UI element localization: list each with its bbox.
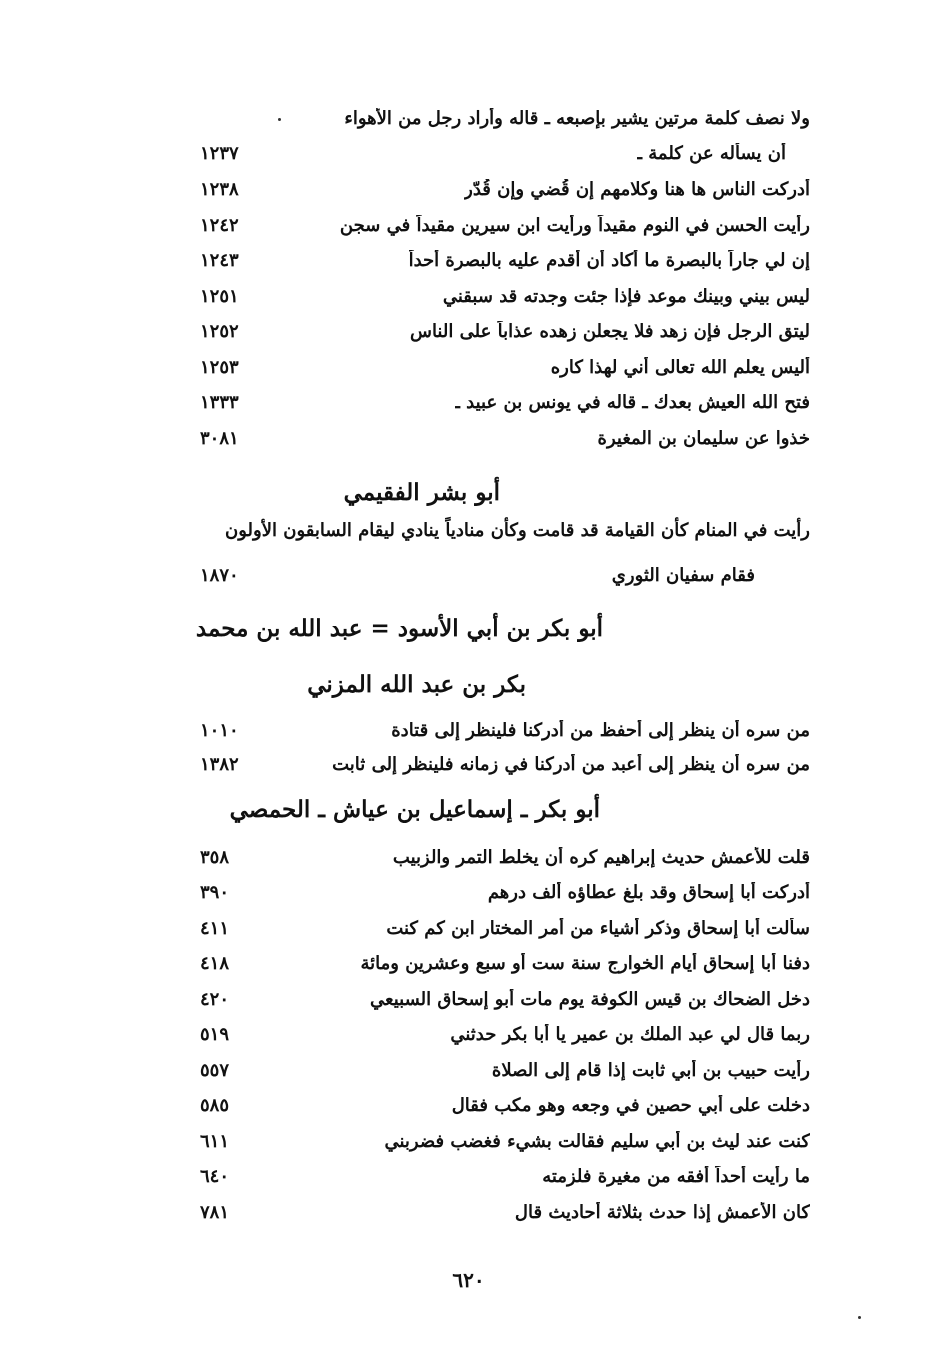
scan-speck xyxy=(278,118,281,121)
index-entry xyxy=(180,946,810,980)
entry-number: ١٢٥٣ xyxy=(200,356,239,378)
entry-text: فقام سفيان الثوري xyxy=(611,564,755,586)
index-entry xyxy=(180,1124,810,1158)
index-entry xyxy=(180,350,810,384)
section-heading: أبو بشر الفقيمي xyxy=(343,479,500,506)
index-entry xyxy=(180,1195,810,1229)
index-entry xyxy=(180,713,810,747)
index-entry xyxy=(180,136,810,170)
entry-text: أدركت أبا إسحاق وقد بلغ عطاؤه ألف درهم xyxy=(487,881,810,903)
entry-number: ١٣٨٢ xyxy=(200,753,239,775)
entry-number: ٣٠٨١ xyxy=(200,427,239,449)
entry-number: ٤١١ xyxy=(200,917,230,939)
entry-number: ٧٨١ xyxy=(200,1201,230,1223)
page-number: ٦٢٠ xyxy=(452,1268,485,1292)
entry-text: أليس يعلم الله تعالى أني لهذا كاره xyxy=(550,356,810,378)
entry-text: فتح الله العيش بعدك ـ قاله في يونس بن عبيد ـ xyxy=(454,391,810,413)
entry-text: ليس بيني وبينك موعد فإذا جئت وجدته قد سبقني xyxy=(442,285,810,307)
index-entry xyxy=(180,243,810,277)
index-entry xyxy=(180,1017,810,1051)
index-entry xyxy=(180,314,810,348)
section-heading: بكر بن عبد الله المزني xyxy=(307,671,526,698)
entry-text: رأيت في المنام كأن القيامة قد قامت وكأن منادياً ينادي ليقام السابقون الأولون xyxy=(225,520,810,541)
entry-text: إن لي جاراً بالبصرة ما أكاد أن أقدم عليه بالبصرة أحداً xyxy=(408,249,810,271)
entry-text: من سره أن ينظر إلى أعبد من أدركنا في زمانه فلينظر إلى ثابت xyxy=(332,753,810,775)
entry-number: ١٨٧٠ xyxy=(200,564,239,586)
section-heading: أبو بكر بن أبي الأسود = عبد الله بن محمد xyxy=(195,615,603,642)
entry-text: أدركت الناس ها هنا وكلامهم إن قُضي وإن قُدّر xyxy=(464,178,810,200)
entry-number: ٣٩٠ xyxy=(200,881,230,903)
entry-text: خذوا عن سليمان بن المغيرة xyxy=(597,427,810,449)
index-entry xyxy=(180,101,810,135)
index-entry xyxy=(180,558,810,592)
index-entry xyxy=(180,875,810,909)
entry-text: سألت أبا إسحاق وذكر أشياء من أمر المختار ابن كم كنت xyxy=(386,917,810,939)
entry-text: ما رأيت أحداً أفقه من مغيرة فلزمته xyxy=(542,1165,810,1187)
entry-number: ١٢٤٣ xyxy=(200,249,239,271)
entry-text: قلت للأعمش حديث إبراهيم كره أن يخلط التمر والزبيب xyxy=(392,846,810,868)
scan-speck xyxy=(858,1316,861,1319)
entry-text: رأيت الحسن في النوم مقيداً ورأيت ابن سيرين مقيداً في سجن xyxy=(339,214,810,236)
entry-number: ١٣٣٣ xyxy=(200,391,239,413)
entry-number: ١٢٣٨ xyxy=(200,178,239,200)
index-entry xyxy=(180,208,810,242)
entry-text: رأيت حبيب بن أبي ثابت إذا قام إلى الصلاة xyxy=(491,1059,810,1081)
entry-text: ربما قال لي عبد الملك بن عمير يا أبا بكر حدثني xyxy=(450,1023,810,1045)
index-entry xyxy=(180,421,810,455)
entry-number: ١٢٥١ xyxy=(200,285,239,307)
index-entry xyxy=(180,1159,810,1193)
entry-number: ٥٨٥ xyxy=(200,1094,230,1116)
entry-number: ١٢٣٧ xyxy=(200,142,239,164)
entry-text: كنت عند ليث بن أبي سليم فقالت بشيء فغضب فضربني xyxy=(384,1130,810,1152)
index-entry xyxy=(180,840,810,874)
entry-text: أن يسأله عن كلمة ـ xyxy=(636,142,786,164)
entry-number: ٤١٨ xyxy=(200,952,230,974)
entry-text: ولا نصف كلمة مرتين يشير بإصبعه ـ قاله وأراد رجل من الأهواء xyxy=(344,107,810,129)
entry-number: ١٠١٠ xyxy=(200,719,239,741)
index-entry xyxy=(180,1088,810,1122)
entry-number: ٥١٩ xyxy=(200,1023,230,1045)
entry-number: ٦١١ xyxy=(200,1130,230,1152)
entry-text: دخل الضحاك بن قيس الكوفة يوم مات أبو إسحاق السبيعي xyxy=(370,988,810,1010)
entry-number: ١٢٤٢ xyxy=(200,214,239,236)
index-entry xyxy=(180,385,810,419)
index-entry xyxy=(180,982,810,1016)
index-entry xyxy=(180,747,810,781)
entry-number: ١٢٥٢ xyxy=(200,320,239,342)
entry-text: دخلت على أبي حصين في وجعه وهو مكب فقال xyxy=(451,1094,810,1116)
entry-text: دفنا أبا إسحاق أيام الخوارج سنة ست أو سبع وعشرين ومائة xyxy=(360,952,810,974)
entry-text: كان الأعمش إذا حدث بثلاثة أحاديث قال xyxy=(514,1201,810,1223)
index-entry xyxy=(180,279,810,313)
index-entry xyxy=(180,1053,810,1087)
entry-number: ٥٥٧ xyxy=(200,1059,230,1081)
index-entry xyxy=(180,911,810,945)
index-entry xyxy=(180,172,810,206)
entry-number: ٤٢٠ xyxy=(200,988,230,1010)
entry-text: ليتق الرجل فإن زهد فلا يجعلن زهده عذاباً على الناس xyxy=(409,320,810,342)
entry-text: من سره أن ينظر إلى أحفظ من أدركنا فلينظر إلى قتادة xyxy=(391,719,810,741)
section-heading: أبو بكر ـ إسماعيل بن عياش ـ الحمصي xyxy=(229,796,600,823)
entry-number: ٦٤٠ xyxy=(200,1165,230,1187)
entry-number: ٣٥٨ xyxy=(200,846,230,868)
